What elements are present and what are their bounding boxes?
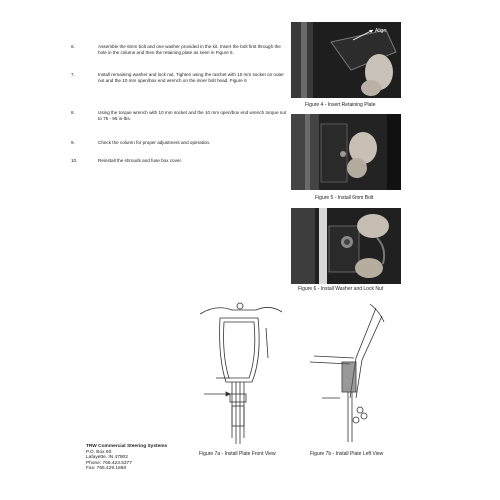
figure-7b-drawing [300,298,395,448]
figure-5-caption: Figure 5 - Install 6mm Bolt [315,195,374,201]
step-number: 7. [71,72,75,77]
figure-7a-drawing [196,298,291,448]
fax-number: Fax: 765.429.1868 [86,466,127,472]
figure-4-photo [291,22,401,98]
phone-number: Phone: 765.423.5377 [86,460,132,466]
figure-6-photo [291,208,401,284]
step-text: Check the column for proper adjustment and operation. [98,140,211,145]
step-number: 9. [71,140,75,145]
figure-4-caption: Figure 4 - Insert Retaining Plate [305,102,376,108]
step-number: 6. [71,44,75,49]
step-number: 8. [71,110,75,115]
company-name: TRW Commercial Steering Systems [86,444,168,449]
figure-6-caption: Figure 6 - Install Washer and Lock Nut [298,286,384,292]
figure-7a-caption: Figure 7a - Install Plate Front View [199,451,276,457]
address-line-2: Lafayette, IN 47902 [86,455,128,461]
step-text: Reinstall the shrouds and fuse box cover. [98,158,183,163]
step-text: Assemble the 6mm bolt and one washer provided in the kit. Insert the bolt first through the hole in the column and then the retaining plate as seen in Figure 5. [98,44,281,55]
step-number: 10. [71,158,78,163]
company-address-block [86,444,167,472]
step-text: Install remaining washer and lock nut. Tighten using the ratchet with 10 mm socket on outer nut and the 10 mm open/box end wrench on the inner bolt head. Figure 6 [98,72,284,83]
figure-4-align-label: Align [375,28,387,34]
figure-7b-caption: Figure 7b - Install Plate Left View [310,451,384,457]
step-text: Using the torque wrench with 10 mm socket and the 10 mm open/box end wrench torque nut to 75 - 95 in-lbs. [98,110,287,121]
address-line-1: P.O. Box 60 [86,449,112,455]
figure-5-photo [291,114,401,190]
